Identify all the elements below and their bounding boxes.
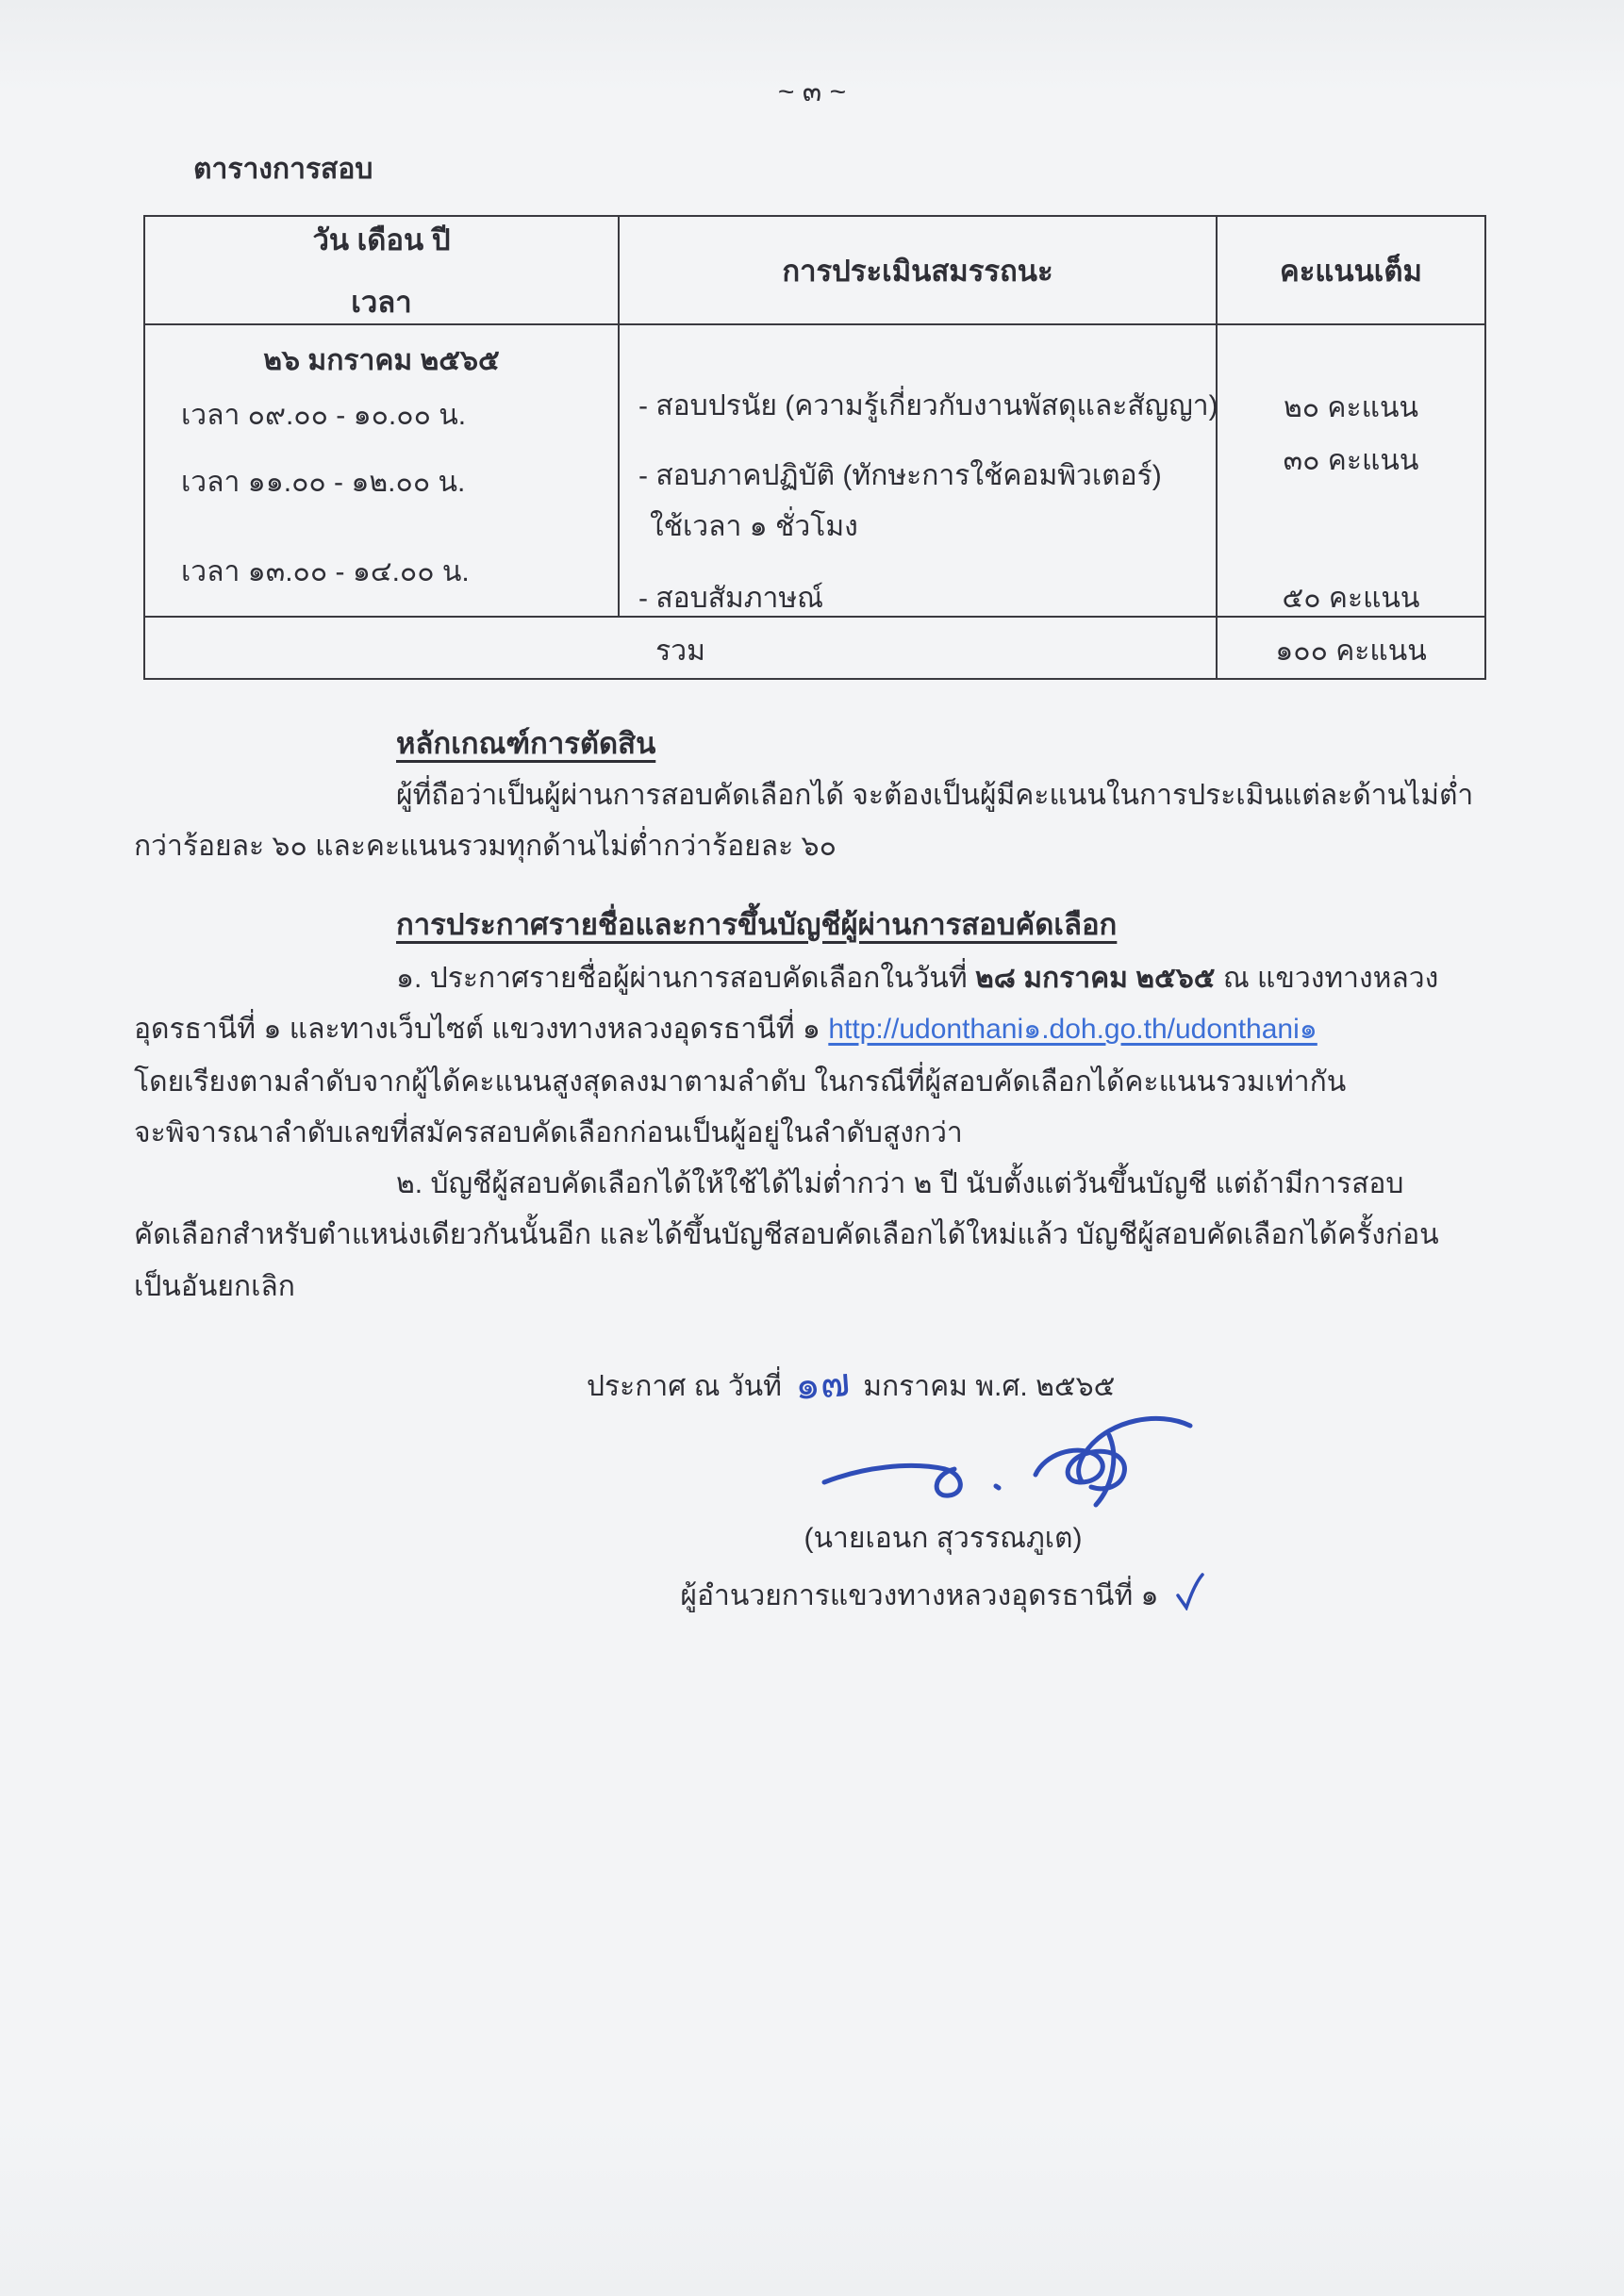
exam-schedule-table	[143, 215, 1486, 680]
exam-time-2: เวลา ๑๑.๐๐ - ๑๒.๐๐ น.	[181, 467, 466, 498]
item1-pre: ๑. ประกาศรายชื่อผู้ผ่านการสอบคัดเลือกในวันที่	[396, 963, 975, 994]
table-header-row	[145, 217, 1484, 325]
header-datetime	[145, 217, 620, 323]
announcement-item1-line1	[396, 960, 1438, 999]
announcement-item2-line2: คัดเลือกสำหรับตำแหน่งเดียวกันนั้นอีก และได้ขึ้นบัญชีสอบคัดเลือกได้ใหม่แล้ว บัญชีผู้สอบคัดเลือกได้ครั้งก่อน	[134, 1219, 1439, 1250]
criteria-line-2: กว่าร้อยละ ๖๐ และคะแนนรวมทุกด้านไม่ต่ำกว่าร้อยละ ๖๐	[134, 831, 837, 862]
announcement-item1-line4: จะพิจารณาลำดับเลขที่สมัครสอบคัดเลือกก่อนเป็นผู้อยู่ในลำดับสูงกว่า	[134, 1117, 963, 1148]
header-datetime-line2: เวลา	[351, 285, 412, 319]
cell-scores	[1218, 325, 1484, 616]
signature-ink	[811, 1407, 1207, 1529]
date-line-post: มกราคม พ.ศ. ๒๕๖๕	[863, 1371, 1116, 1402]
assessment-3: - สอบสัมภาษณ์	[638, 583, 824, 614]
table-body-row	[145, 325, 1484, 618]
assessment-2b: ใช้เวลา ๑ ชั่วโมง	[650, 511, 858, 542]
score-1: ๒๐ คะแนน	[1284, 392, 1418, 423]
exam-time-3: เวลา ๑๓.๐๐ - ๑๔.๐๐ น.	[181, 556, 470, 587]
item1-line2-pre: อุดรธานีที่ ๑ และทางเว็บไซต์ แขวงทางหลวงอุดรธานีที่ ๑	[134, 1014, 829, 1045]
score-3: ๕๐ คะแนน	[1282, 583, 1420, 614]
exam-time-1: เวลา ๐๙.๐๐ - ๑๐.๐๐ น.	[181, 400, 467, 431]
announcement-heading: การประกาศรายชื่อและการขึ้นบัญชีผู้ผ่านการสอบคัดเลือก	[396, 908, 1118, 941]
cell-total-score: ๑๐๐ คะแนน	[1275, 636, 1427, 667]
checkmark-icon	[1174, 1573, 1206, 1611]
header-assessment: การประเมินสมรรถนะ	[620, 217, 1218, 323]
item1-date: ๒๘ มกราคม ๒๕๖๕	[974, 963, 1216, 994]
announcement-item1-line3: โดยเรียงตามลำดับจากผู้ได้คะแนนสูงสุดลงมาตามลำดับ ในกรณีที่ผู้สอบคัดเลือกได้คะแนนรวมเท่ากัน	[134, 1066, 1347, 1098]
criteria-heading: หลักเกณฑ์การตัดสิน	[396, 727, 656, 760]
page-number: ~ ๓ ~	[777, 76, 847, 107]
announcement-item2-line3: เป็นอันยกเลิก	[134, 1271, 295, 1302]
cell-datetime	[145, 325, 620, 616]
cell-assessments	[620, 325, 1218, 616]
score-2: ๓๐ คะแนน	[1283, 445, 1419, 476]
signer-title-line: ผู้อำนวยการแขวงทางหลวงอุดรธานีที่ ๑	[622, 1573, 1264, 1616]
table-total-row	[145, 618, 1484, 678]
announcement-date-line	[587, 1356, 1115, 1410]
assessment-2: - สอบภาคปฏิบัติ (ทักษะการใช้คอมพิวเตอร์)	[638, 460, 1162, 491]
signer-name: (นายเอนก สุวรรณภูเต)	[804, 1523, 1083, 1554]
date-line-pre: ประกาศ ณ วันที่	[587, 1371, 782, 1402]
cell-total-label: รวม	[145, 618, 1218, 678]
exam-table-title: ตารางการสอบ	[193, 154, 373, 185]
exam-date: ๒๖ มกราคม ๒๕๖๕	[263, 345, 500, 376]
handwritten-date: ๑๗	[793, 1360, 852, 1408]
assessment-1: - สอบปรนัย (ความรู้เกี่ยวกับงานพัสดุและสัญญา)	[638, 390, 1218, 421]
criteria-line-1: ผู้ที่ถือว่าเป็นผู้ผ่านการสอบคัดเลือกได้ จะต้องเป็นผู้มีคะแนนในการประเมินแต่ละด้านไม่ต่ำ	[396, 780, 1474, 811]
header-datetime-line1: วัน เดือน ปี	[312, 223, 451, 256]
announcement-item1-line2	[134, 1011, 1317, 1049]
website-link[interactable]: http://udonthani๑.doh.go.th/udonthani๑	[828, 1014, 1317, 1045]
announcement-item2-line1: ๒. บัญชีผู้สอบคัดเลือกได้ให้ใช้ได้ไม่ต่ำกว่า ๒ ปี นับตั้งแต่วันขึ้นบัญชี แต่ถ้ามีการสอบ	[396, 1168, 1404, 1199]
header-score: คะแนนเต็ม	[1280, 254, 1422, 288]
item1-post: ณ แขวงทางหลวง	[1215, 963, 1439, 994]
